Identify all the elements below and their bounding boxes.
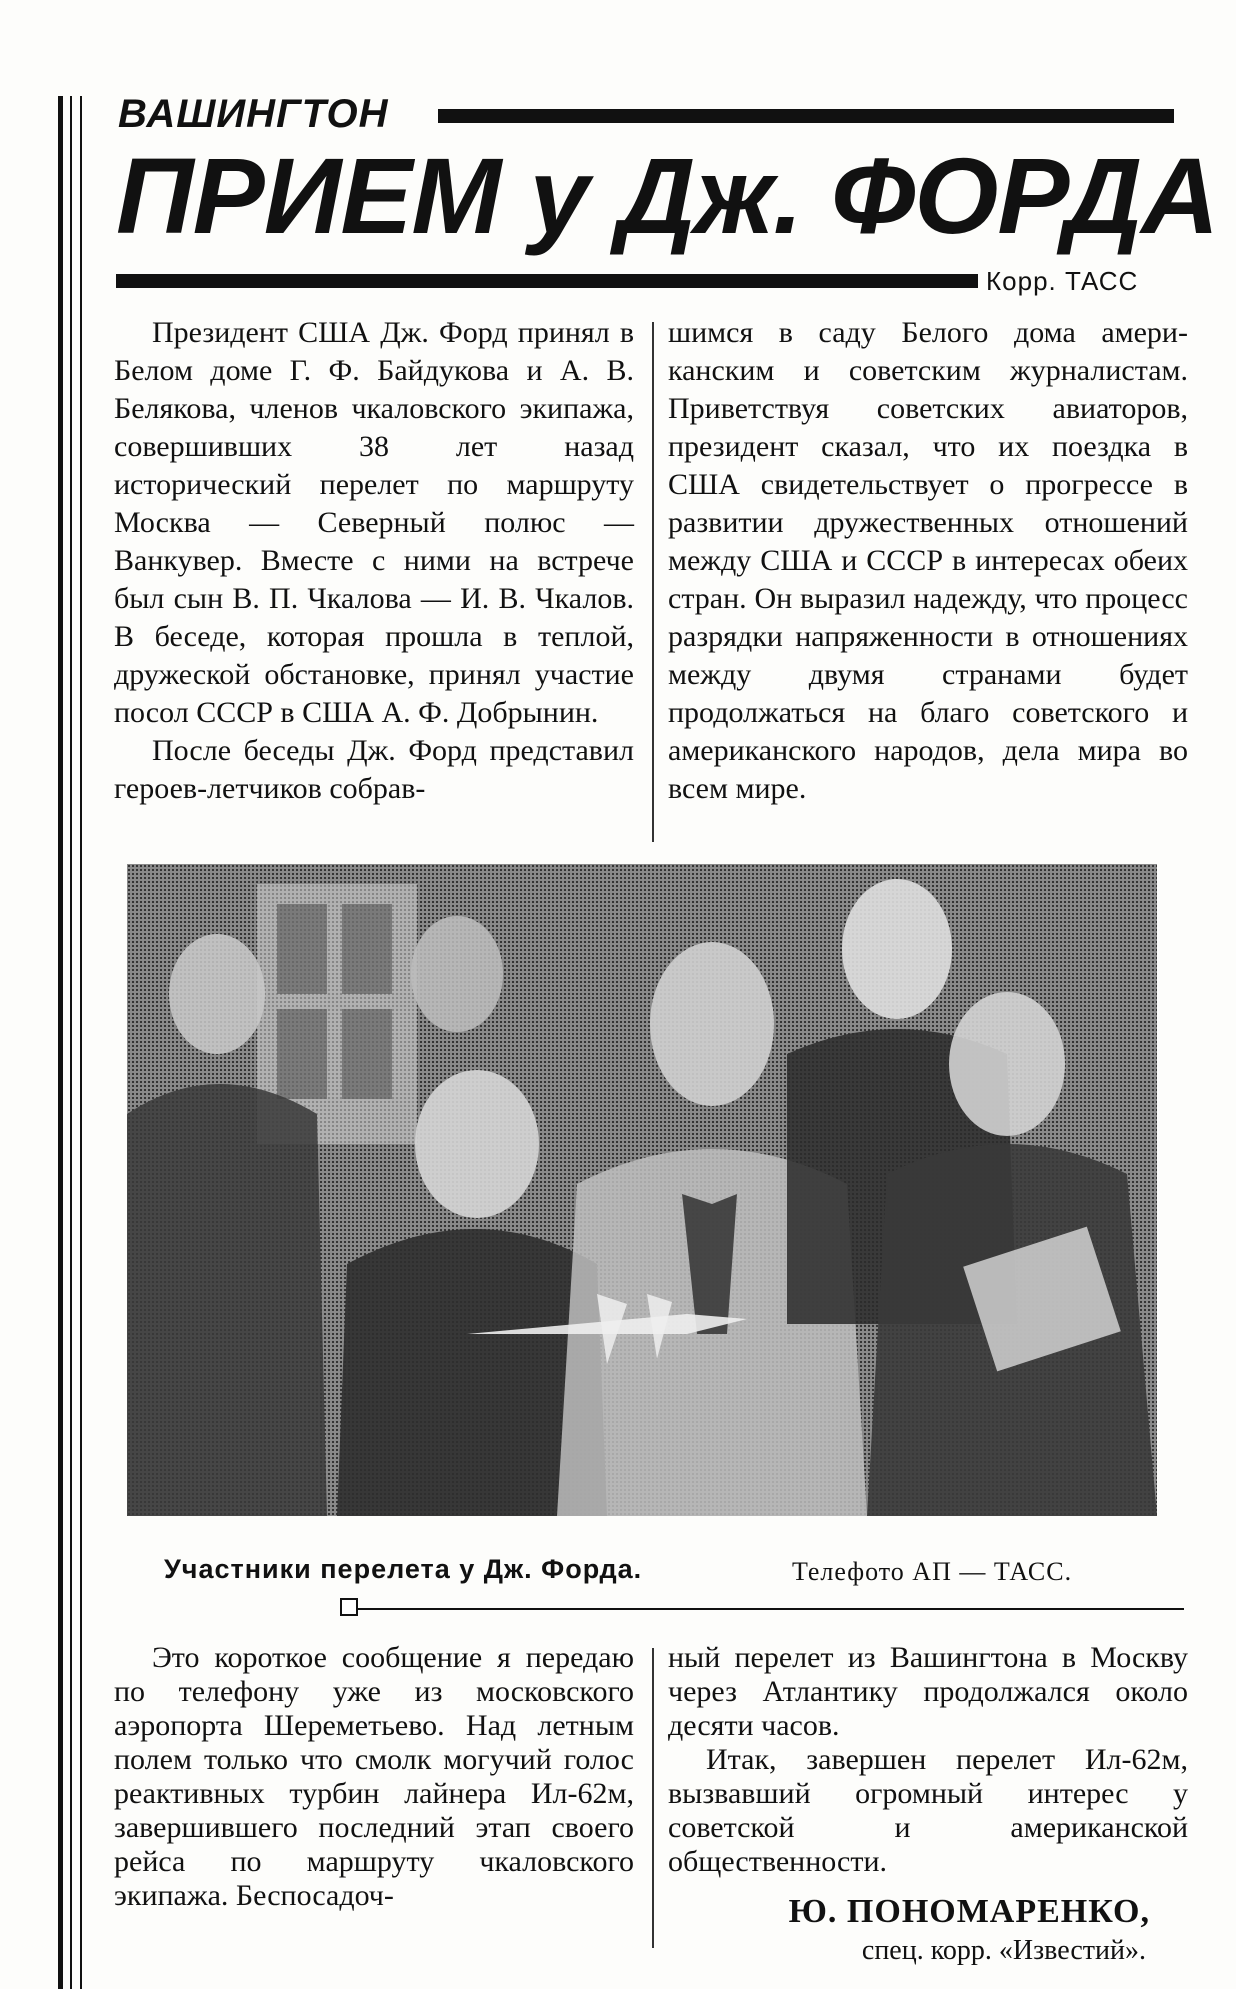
dateline: ВАШИНГТОН bbox=[118, 92, 389, 136]
report-paragraph: Это короткое сообщение я передаю по телефону уже из московского аэропорта Шереметьево. Над летным полем только что смолк могучий голос реактивных турбин лайнера Ил-62м, завершившего последний этап своего рейса по маршруту чкаловского экипажа. Беспосадоч- bbox=[114, 1641, 634, 1912]
article-column-left bbox=[114, 314, 634, 808]
byline-rule bbox=[116, 274, 978, 288]
section-separator-box bbox=[340, 1598, 358, 1616]
news-photo bbox=[127, 864, 1157, 1516]
author-title: спец. корр. «Известий». bbox=[861, 1935, 1146, 1966]
photo-figures bbox=[127, 864, 1157, 1516]
report-column-left bbox=[114, 1641, 634, 1913]
article-paragraph: шимся в саду Белого дома американским и советским журналистам. Приветствуя советских авиаторов, президент сказал, что их поездка в США свидетельствует о прогрессе в развитии дружественных отношений между США и СССР в интересах обеих стран. Он выразил надежду, что процесс разрядки напряженности в отношениях между двумя странами будет продолжаться на благо советского и американского народов, дела мира во всем мире. bbox=[668, 316, 1188, 805]
section-separator-line bbox=[358, 1608, 1184, 1610]
author-signature: Ю. ПОНОМАРЕНКО, bbox=[788, 1893, 1150, 1930]
column-divider bbox=[652, 322, 654, 842]
report-column-right bbox=[668, 1641, 1188, 1879]
left-border-rule-inner bbox=[80, 96, 82, 1989]
left-border-rule-thin bbox=[70, 96, 72, 1989]
dateline-rule bbox=[438, 109, 1174, 123]
article-paragraph: После беседы Дж. Форд представил героев-летчиков собрав- bbox=[114, 734, 634, 805]
headline: ПРИЕМ у Дж. ФОРДА bbox=[116, 135, 1219, 256]
photo-caption: Участники перелета у Дж. Форда. bbox=[164, 1554, 643, 1584]
report-paragraph: ный перелет из Вашингтона в Москву через Атлантику продолжался около десяти часов. bbox=[668, 1641, 1188, 1742]
photo-credit: Телефото АП — ТАСС. bbox=[792, 1557, 1073, 1586]
column-divider bbox=[652, 1648, 654, 1948]
article-paragraph: Президент США Дж. Форд принял в Белом доме Г. Ф. Байдукова и А. В. Белякова, членов чкаловского экипажа, совершивших 38 лет назад исторический перелет по маршруту Москва — Северный полюс — Ванкувер. Вместе с ними на встрече был сын В. П. Чкалова — И. В. Чкалов. В беседе, которая прошла в теплой, дружеской обстановке, принял участие посол СССР в США А. Ф. Добрынин. bbox=[114, 316, 634, 729]
left-border-rule-thick bbox=[58, 96, 63, 1989]
article-column-right bbox=[668, 314, 1188, 808]
report-paragraph: Итак, завершен перелет Ил-62м, вызвавший огромный интерес у советской и американской общественности. bbox=[668, 1743, 1188, 1878]
byline: Корр. ТАСС bbox=[986, 266, 1139, 296]
